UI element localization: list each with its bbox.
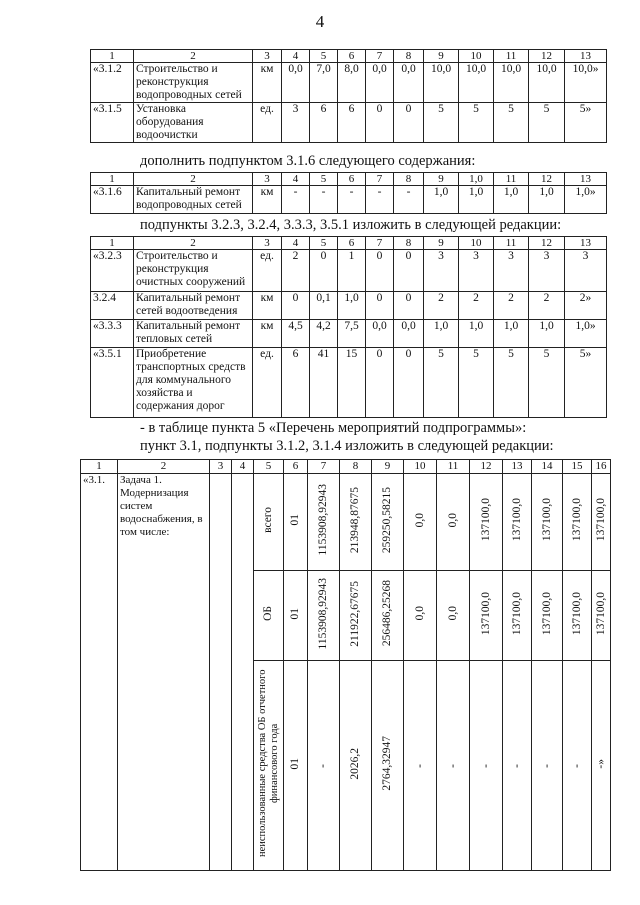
table-row: «3.1. Задача 1. Модернизация систем водоснабжения, в том числе: всего 01 1153908,92943 213948,87675 259250,58215 0,0 0,0 137100,0 137100,0 137100,0 137100,0 137100,0 xyxy=(81,474,611,571)
table-row: «3.1.6 Капитальный ремонт водопроводных сетей км - - - - - 1,0 1,0 1,0 1,0 1,0» xyxy=(91,186,607,214)
table-indicators-1 xyxy=(90,49,607,143)
table-header-row: 1 2 3 4 5 6 7 8 9 10 11 12 13 xyxy=(91,50,607,63)
table-row: неиспользованные средства ОБ отчетного финансового года 01 - 2026,2 2764,32947 - - - - - - -» xyxy=(81,661,611,871)
table-row: «3.2.3 Строительство и реконструкция очистных сооружений ед. 2 0 1 0 0 3 3 3 3 3 xyxy=(91,250,607,292)
measure-code: «3.1. xyxy=(81,474,118,871)
paragraph-add-subitem: дополнить подпунктом 3.1.6 следующего содержания: xyxy=(140,153,476,169)
table-row: «3.1.2 Строительство и реконструкция водопроводных сетей км 0,0 7,0 8,0 0,0 0,0 10,0 10,0 10,0 10,0 10,0» xyxy=(91,63,607,103)
table-header-row: 1 2 3 4 5 6 7 8 9 1,0 11 12 13 xyxy=(91,173,607,186)
table-row: 3.2.4 Капитальный ремонт сетей водоотведения км 0 0,1 1,0 0 0 2 2 2 2 2» xyxy=(91,292,607,320)
table-header-row: 1 2 3 4 5 6 7 8 9 10 11 12 13 14 15 16 xyxy=(81,460,611,474)
page-number: 4 xyxy=(315,12,325,31)
table-measures xyxy=(80,459,611,871)
paragraph-edit-subitems: подпункты 3.2.3, 3.2.4, 3.3.3, 3.5.1 изложить в следующей редакции: xyxy=(140,217,562,233)
table-row: ОБ 01 1153908,92943 211922,67675 256486,25268 0,0 0,0 137100,0 137100,0 137100,0 137100,0 137100,0 xyxy=(81,571,611,661)
paragraph-table5-ref: - в таблице пункта 5 «Перечень мероприятий подпрограммы»: xyxy=(140,420,527,436)
table-indicators-2 xyxy=(90,172,607,214)
table-row: «3.1.5 Установка оборудования водоочистки ед. 3 6 6 0 0 5 5 5 5 5» xyxy=(91,103,607,143)
paragraph-edit-item-3-1: пункт 3.1, подпункты 3.1.2, 3.1.4 изложить в следующей редакции: xyxy=(140,438,554,454)
table-header-row: 1 2 3 4 5 6 7 8 9 10 11 12 13 xyxy=(91,237,607,250)
table-row: «3.5.1 Приобретение транспортных средств для коммунального хозяйства и содержания дорог ед. 6 41 15 0 0 5 5 5 5 5» xyxy=(91,348,607,418)
table-indicators-3 xyxy=(90,236,607,418)
table-row: «3.3.3 Капитальный ремонт тепловых сетей км 4,5 4,2 7,5 0,0 0,0 1,0 1,0 1,0 1,0 1,0» xyxy=(91,320,607,348)
measure-task: Задача 1. Модернизация систем водоснабжения, в том числе: xyxy=(118,474,210,871)
